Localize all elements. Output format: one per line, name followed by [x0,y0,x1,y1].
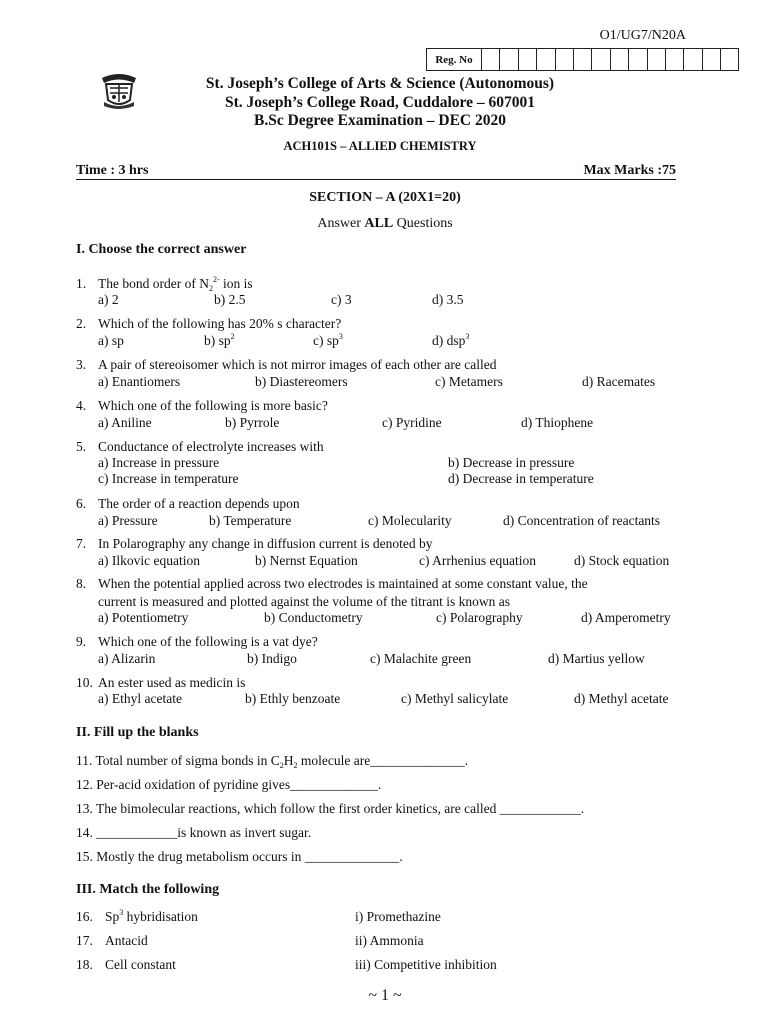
option: c) Malachite green [370,651,472,666]
option: b) Temperature [209,513,292,528]
question-7: 7. In Polarography any change in diffusion current is denoted by [76,536,433,551]
section-title: SECTION – A (20X1=20) [309,190,461,205]
match-right: ii) Ammonia [355,933,424,948]
question-10-options [0,691,770,709]
option: d) Stock equation [574,553,670,568]
match-right: i) Promethazine [355,909,441,924]
reg-no-cell [721,49,738,70]
option: d) Concentration of reactants [503,513,661,528]
option: c) Arrhenius equation [419,553,536,568]
reg-no-cell [537,49,555,70]
option: c) 3 [331,292,352,307]
option: a) Ilkovic equation [98,553,200,568]
question-1-options [0,292,770,310]
question-3: 3. A pair of stereoisomer which is not mirror images of each other are called [76,357,497,372]
option: d) Thiophene [521,415,594,430]
question-6-options [0,513,770,531]
part-3-title: III. Match the following [76,882,220,897]
question-1: 1. The bond order of $N_2^{2-}$ ion is [76,275,253,293]
subject-title: ACH101S – ALLIED CHEMISTRY [283,139,477,153]
part-2-title: II. Fill up the blanks [76,725,199,740]
question-4-options [0,415,770,433]
option: d) Martius yellow [548,651,645,666]
option: a) Potentiometry [98,610,189,625]
option: c) Metamers [435,374,503,389]
reg-no-cell [684,49,702,70]
question-4: 4. Which one of the following is more basic? [76,398,328,413]
option: c) Polarography [436,610,523,625]
question-14: 14. ____________is known as invert sugar. [76,825,312,840]
reg-no-cell [519,49,537,70]
question-5: 5. Conductance of electrolyte increases with [76,439,324,454]
option: b) Nernst Equation [255,553,358,568]
reg-no-cell [500,49,518,70]
option: d) Methyl acetate [574,691,669,706]
reg-no-cell [574,49,592,70]
reg-no-cell [703,49,721,70]
option: a) Alizarin [98,651,156,666]
question-2-options [0,333,770,351]
exam-title: B.Sc Degree Examination – DEC 2020 [253,112,506,129]
question-9-options [0,651,770,669]
college-name: St. Joseph’s College of Arts & Science (Autonomous) [205,75,555,92]
reg-no-cell [666,49,684,70]
match-row: 17. Antacid ii) Ammonia [76,933,424,948]
paper-code: O1/UG7/N20A [599,28,686,43]
option: d) 3.5 [432,292,464,307]
section-instruction: Answer ALL Questions [317,216,453,231]
reg-no-cell [648,49,666,70]
question-2: 2. Which of the following has 20% s character? [76,316,342,331]
question-3-options [0,374,770,392]
match-row: 16. Sp$^3$ hybridisation i) Promethazine [76,908,441,924]
option: d) Amperometry [581,610,671,625]
match-left: Sp$^3$ hybridisation [105,908,198,924]
question-12: 12. Per-acid oxidation of pyridine gives_____________. [76,777,382,792]
question-8: 8. When the potential applied across two electrodes is maintained at some constant value, the [76,576,588,591]
option: a) sp [98,333,124,348]
option: a) 2 [98,292,119,307]
question-10: 10. An ester used as medicin is [76,675,246,690]
question-7-options [0,553,770,571]
option: b) Decrease in pressure [448,455,575,470]
option: c) Pyridine [382,415,442,430]
reg-no-cell [556,49,574,70]
reg-no-cell [592,49,610,70]
max-marks: Max Marks :75 [583,163,676,178]
reg-no-cell [482,49,500,70]
college-crest-logo [98,70,140,110]
question-11: 11. Total number of sigma bonds in $C_2H_2$ molecule are______________. [76,753,469,770]
option: d) Racemates [582,374,656,389]
time-marks-row [76,163,676,180]
page-number: ~ 1 ~ [368,987,402,1004]
reg-no-cell [611,49,629,70]
question-13: 13. The bimolecular reactions, which follow the first order kinetics, are called ____________. [76,801,585,816]
option: b) Ethly benzoate [245,691,341,706]
option: d) dsp$^3$ [432,332,470,348]
question-15: 15. Mostly the drug metabolism occurs in ______________. [76,849,403,864]
reg-no-label: Reg. No [427,49,482,70]
option: b) 2.5 [214,292,246,307]
option: a) Pressure [98,513,158,528]
match-right: iii) Competitive inhibition [355,957,497,972]
question-8-line2: current is measured and plotted against the volume of the titrant is known as [98,594,511,609]
option: a) Aniline [98,415,152,430]
option: c) $sp^3$ [313,332,343,348]
question-9: 9. Which one of the following is a vat dye? [76,634,318,649]
option: a) Enantiomers [98,374,181,389]
question-5-options [0,455,770,489]
option: a) Ethyl acetate [98,691,182,706]
option: b) Diastereomers [255,374,348,389]
option: b) Pyrrole [225,415,280,430]
option: c) Methyl salicylate [401,691,509,706]
reg-no-box[interactable] [426,48,739,71]
option: d) Decrease in temperature [448,471,594,486]
option: a) Increase in pressure [98,455,220,470]
option: b) $sp^2$ [204,332,235,348]
time-allowed: Time : 3 hrs [76,163,149,178]
reg-no-cell [629,49,647,70]
question-8-options [0,610,770,628]
part-1-title: I. Choose the correct answer [76,242,247,257]
option: b) Indigo [247,651,297,666]
match-left: Antacid [105,933,148,948]
option: b) Conductometry [264,610,363,625]
option: c) Increase in temperature [98,471,239,486]
option: c) Molecularity [368,513,452,528]
match-left: Cell constant [105,957,176,972]
college-address: St. Joseph’s College Road, Cuddalore – 607001 [224,94,536,111]
question-6: 6. The order of a reaction depends upon [76,496,300,511]
match-row: 18. Cell constant iii) Competitive inhibition [76,957,497,972]
